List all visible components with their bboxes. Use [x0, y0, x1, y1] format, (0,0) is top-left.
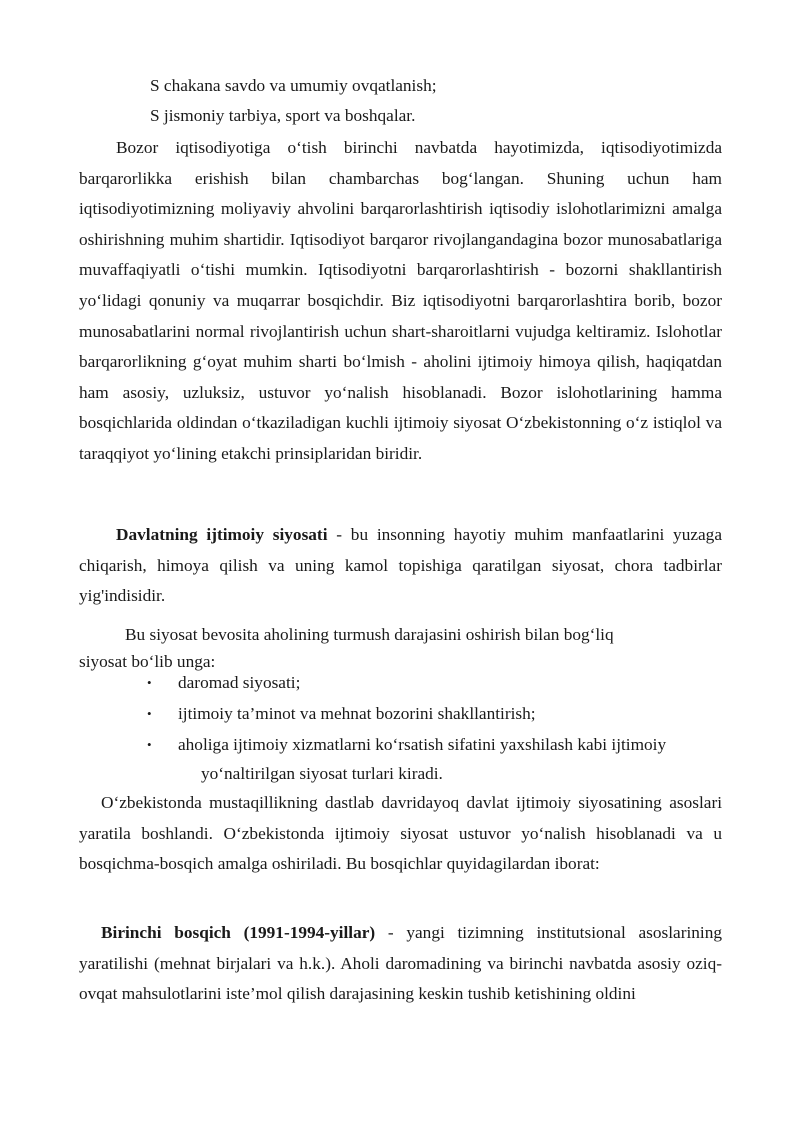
bullet-icon: • [147, 675, 152, 690]
list-item-retail: S chakana savdo va umumiy ovqatlanish; [150, 76, 437, 95]
bullet-continuation: yo‘naltirilgan siyosat turlari kiradi. [201, 764, 443, 783]
definition-text: - bu insonning hayotiy muhim manfaatlarini yuzaga chiqarish, himoya qilish va uning kamol topishiga qaratilgan siyosat, chora tadbirlar yig'indisidir. [79, 525, 722, 606]
policy-types-list [145, 667, 725, 760]
bold-term-first-stage: Birinchi bosqich (1991-1994-yillar) [101, 923, 376, 942]
paragraph-policy-intro-line1: Bu siyosat bevosita aholining turmush darajasini oshirish bilan bog‘liq [125, 625, 614, 644]
list-item [145, 729, 725, 760]
list-item [145, 698, 725, 729]
bullet-icon: • [147, 706, 152, 721]
list-item [145, 667, 725, 698]
bullet-icon: • [147, 737, 152, 752]
first-stage-text: - yangi tizimning institutsional asoslarining yaratilishi (mehnat birjalari va h.k.). Aholi daromadining va birinchi navbatda asosiy oziq-ovqat mahsulotlarini iste’mol qilish darajasining keskin tushib ketishining oldini [79, 923, 722, 1004]
bullet-text: ijtimoiy ta’minot va mehnat bozorini shakllantirish; [178, 704, 536, 723]
bold-term-social-policy: Davlatning ijtimoiy siyosati [116, 525, 328, 544]
list-item-sport: S jismoniy tarbiya, sport va boshqalar. [150, 106, 416, 125]
bullet-text: aholiga ijtimoiy xizmatlarni ko‘rsatish sifatini yaxshilash kabi ijtimoiy [178, 735, 667, 754]
bullet-text: daromad siyosati; [178, 673, 301, 692]
paragraph-policy-intro-line2: siyosat bo‘lib unga: [79, 652, 216, 671]
paragraph-social-policy-definition [79, 520, 722, 612]
paragraph-uzbekistan-social-policy: O‘zbekistonda mustaqillikning dastlab davridayoq davlat ijtimoiy siyosatining asoslari yaratila boshlandi. O‘zbekistonda ijtimoiy siyosat ustuvor yo‘nalish hisoblanadi va u bosqichma-bosqich amalga oshiriladi. Bu bosqichlar quyidagilardan iborat: [79, 793, 722, 874]
paragraph-market-economy: Bozor iqtisodiyotiga o‘tish birinchi navbatda hayotimizda, iqtisodiyotimizda barqarorlikka erishish bilan chambarchas bog‘langan. Shuning uchun ham iqtisodiyotimizning moliyaviy ahvolini barqarorlashtirish iqtisodiy islohotlarimizni amalga oshirishning muhim shartidir. Iqtisodiyot barqaror rivojlangandagina bozor munosabatlariga muvaffaqiyatli o‘tishi mumkin. Iqtisodiyotni barqarorlashtirish - bozorni shakllantirish yo‘lidagi qonuniy va muqarrar bosqichdir. Biz iqtisodiyotni barqarorlashtira borib, bozor munosabatlarini normal rivojlantirish uchun shart-sharoitlarni vujudga keltiramiz. Islohotlar barqarorlikning g‘oyat muhim sharti bo‘lmish - aholini ijtimoiy himoya qilish, haqiqatdan ham asosiy, uzluksiz, ustuvor yo‘nalish hisoblanadi. Bozor islohotlarining hamma bosqichlarida oldindan o‘tkaziladigan kuchli ijtimoiy siyosat O‘zbekistonning o‘z istiqlol va taraqqiyot yo‘lining etakchi prinsiplaridan biridir. [79, 138, 722, 463]
paragraph-first-stage [79, 918, 722, 1010]
